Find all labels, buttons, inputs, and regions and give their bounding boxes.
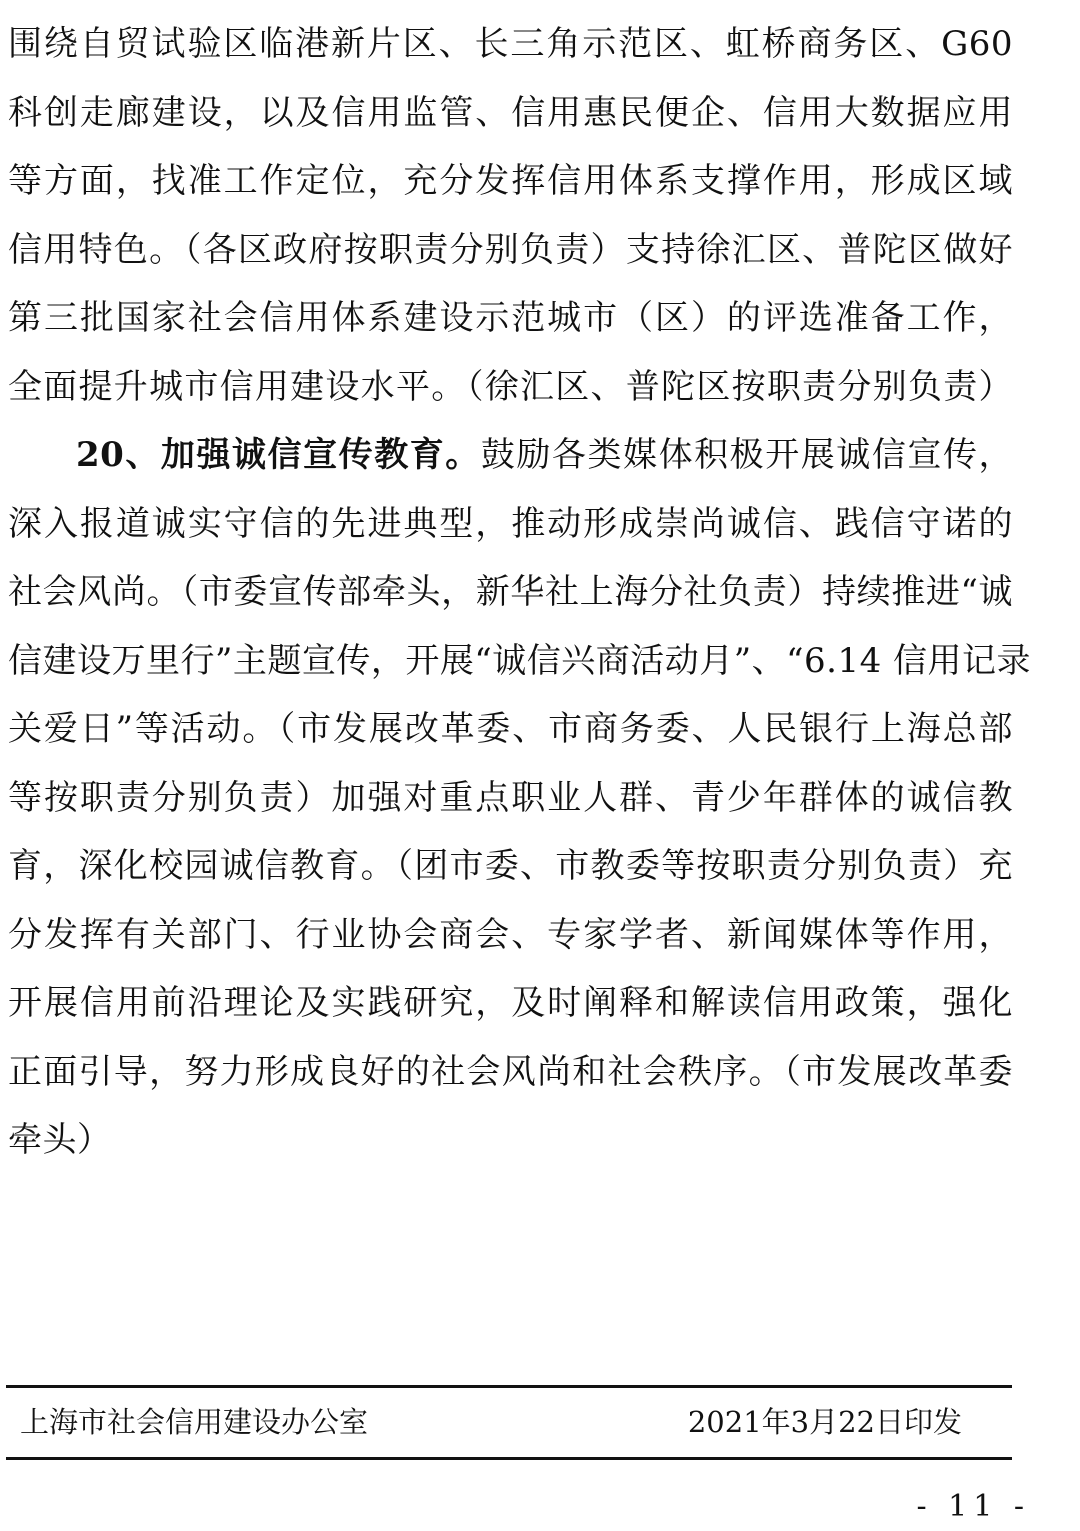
body-line: 分发挥有关部门、行业协会商会、专家学者、新闻媒体等作用，	[8, 914, 1013, 955]
footer-top-rule	[6, 1385, 1012, 1388]
body-line: 围绕自贸试验区临港新片区、长三角示范区、虹桥商务区、G60	[8, 24, 1013, 64]
body-line: 开展信用前沿理论及实践研究，及时阐释和解读信用政策，强化	[8, 983, 1013, 1023]
footer-bottom-rule	[6, 1457, 1012, 1460]
body-line: 全面提升城市信用建设水平。（徐汇区、普陀区按职责分别负责）	[8, 366, 1013, 407]
body-line: 关爱日”等活动。（市发展改革委、市商务委、人民银行上海总部	[8, 709, 1013, 749]
section-first-line	[8, 421, 1013, 490]
section-heading: 20、加强诚信宣传教育。	[76, 435, 481, 475]
body-line: 深入报道诚实守信的先进典型，推动形成崇尚诚信、践信守诺的	[8, 503, 1013, 544]
document-body	[8, 10, 1032, 1175]
page-number: - 11 -	[916, 1489, 1030, 1524]
body-line: 信建设万里行”主题宣传，开展“诚信兴商活动月”、“6.14 信用记录	[8, 640, 1032, 681]
issue-date: 2021年3月22日印发	[687, 1405, 962, 1439]
body-line: 社会风尚。（市委宣传部牵头，新华社上海分社负责）持续推进“诚	[8, 572, 1013, 612]
body-line: 信用特色。（各区政府按职责分别负责）支持徐汇区、普陀区做好	[8, 229, 1013, 270]
section-first-line-text: 鼓励各类媒体积极开展诚信宣传，	[480, 435, 1013, 475]
body-line: 等按职责分别负责）加强对重点职业人群、青少年群体的诚信教	[8, 777, 1013, 818]
body-line: 育，深化校园诚信教育。（团市委、市教委等按职责分别负责）充	[8, 846, 1013, 886]
body-line: 等方面，找准工作定位，充分发挥信用体系支撑作用，形成区域	[8, 161, 1013, 201]
issuer-name: 上海市社会信用建设办公室	[20, 1405, 369, 1439]
body-line: 正面引导，努力形成良好的社会风尚和社会秩序。（市发展改革委	[8, 1051, 1013, 1092]
body-line: 第三批国家社会信用体系建设示范城市（区）的评选准备工作，	[8, 298, 1013, 338]
body-line: 牵头）	[8, 1120, 112, 1160]
body-line: 科创走廊建设，以及信用监管、信用惠民便企、信用大数据应用	[8, 92, 1013, 133]
